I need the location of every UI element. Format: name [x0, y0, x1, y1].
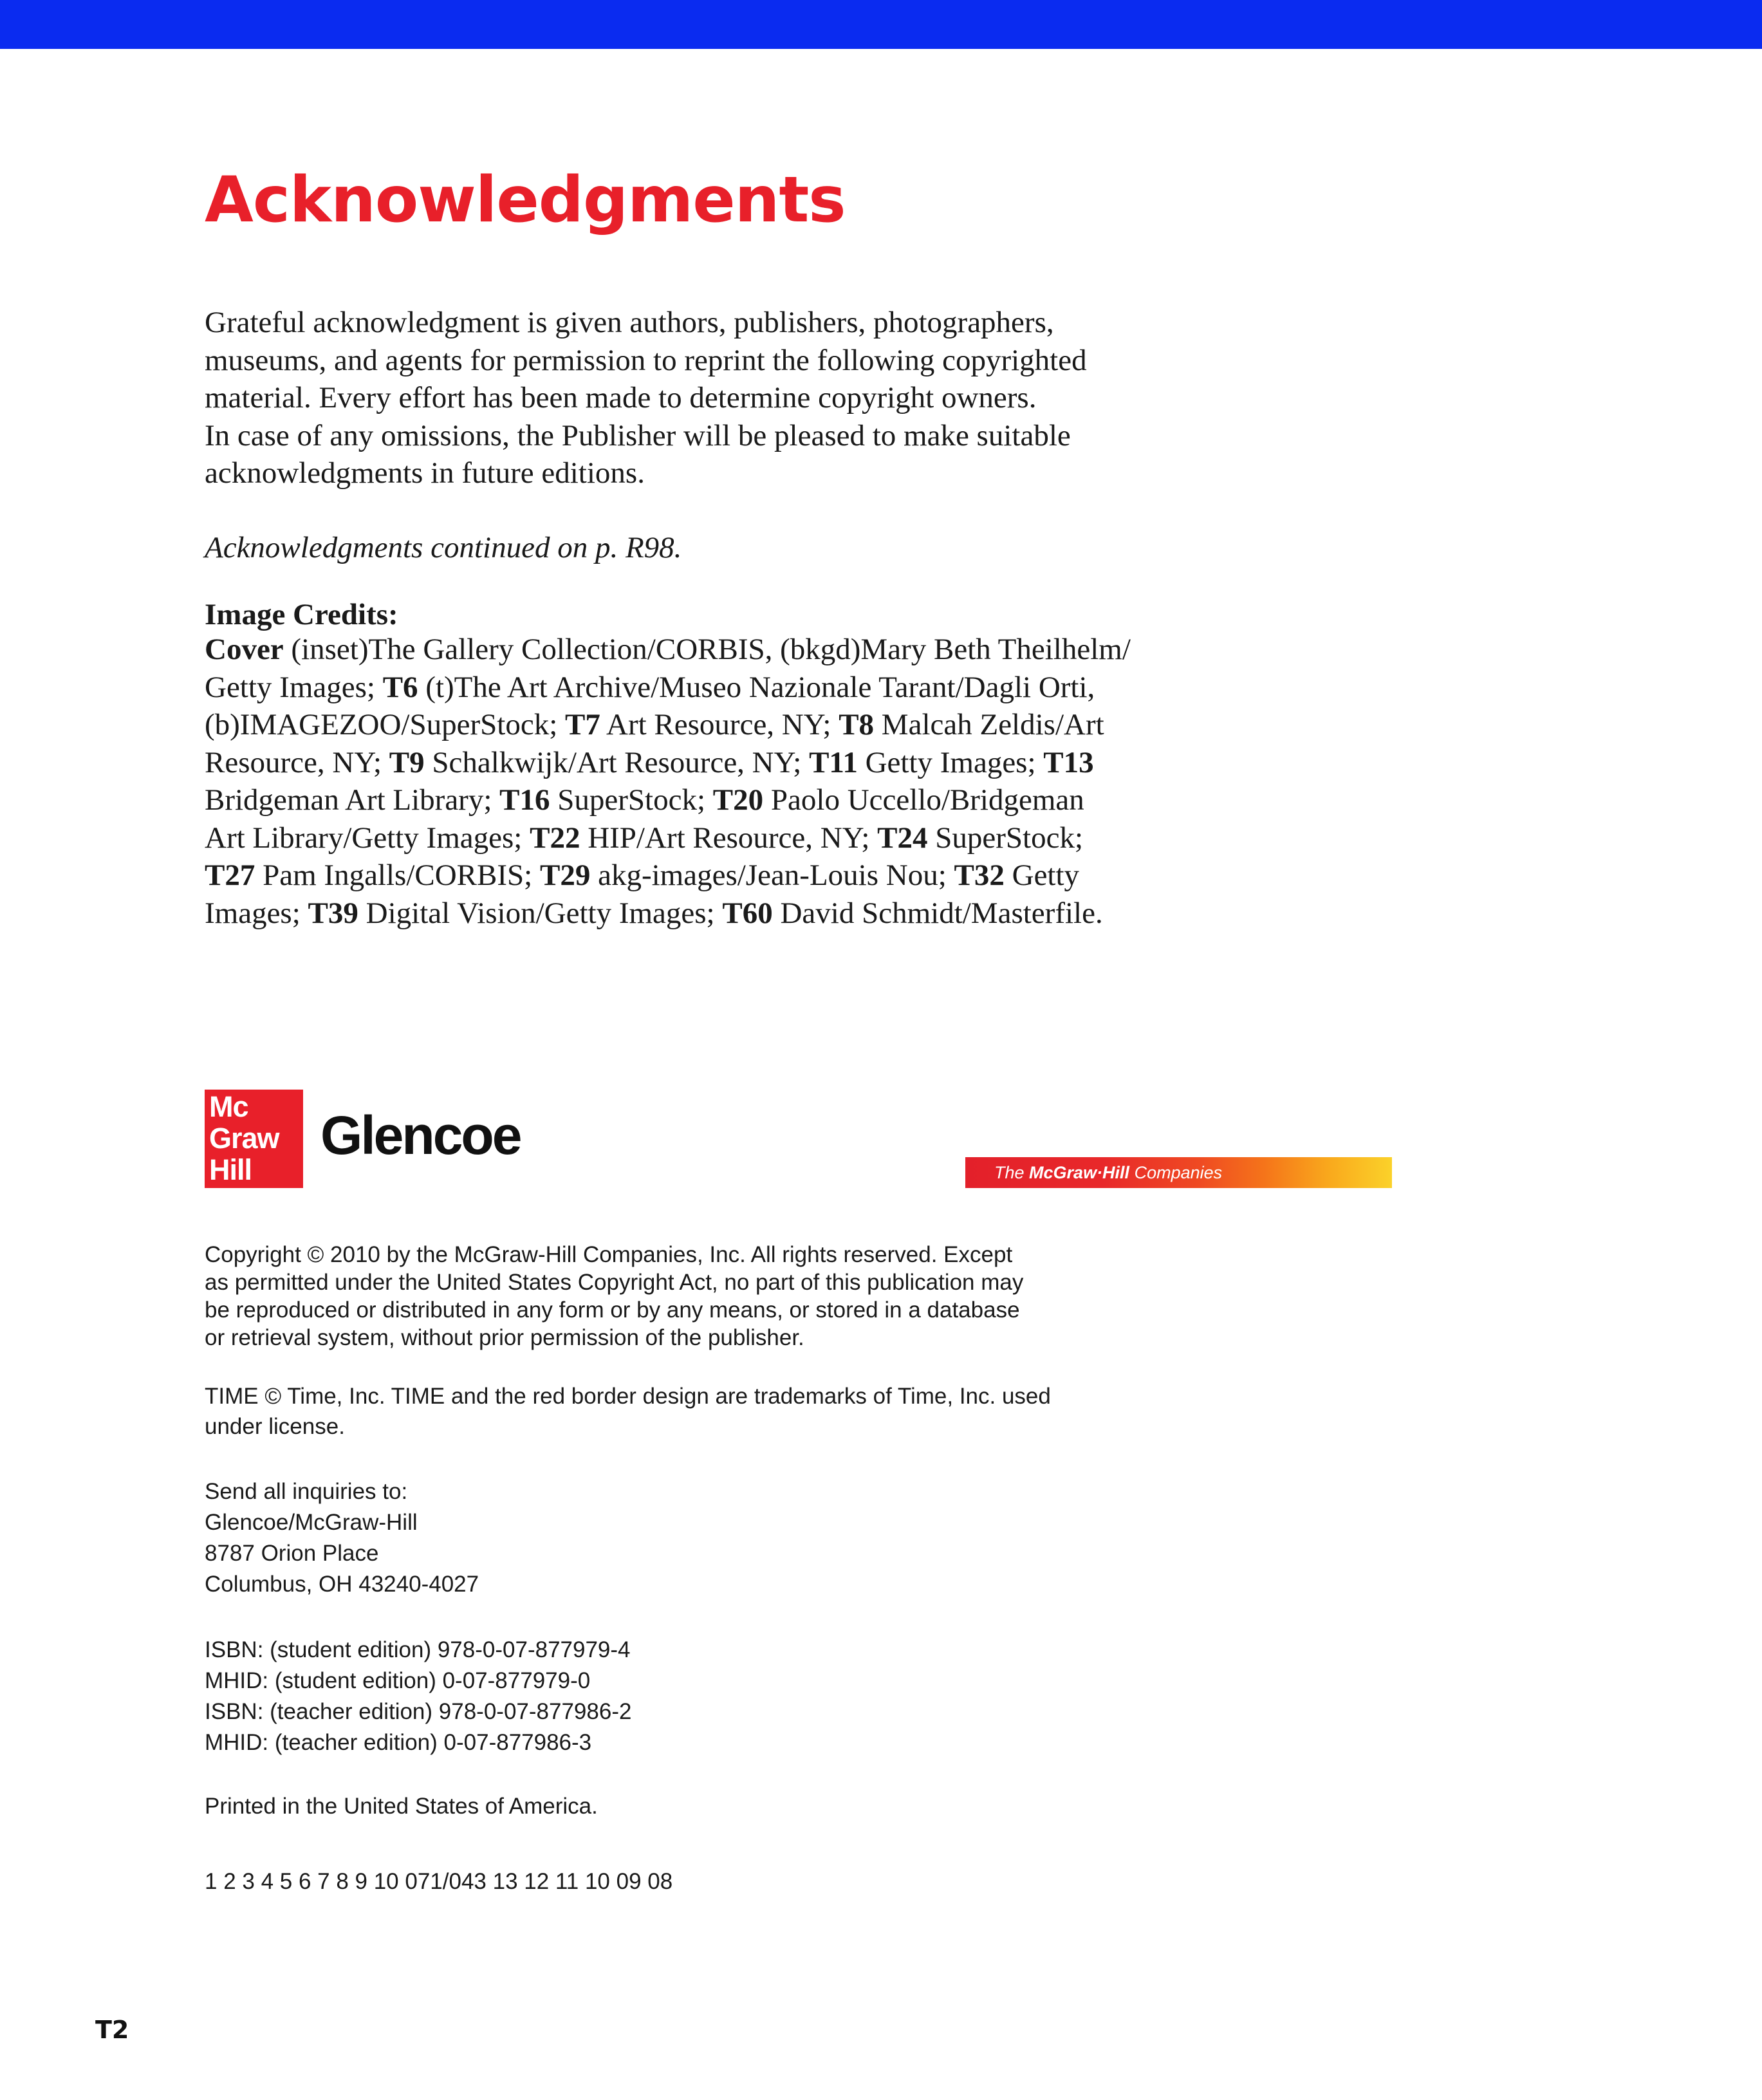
credit-source: akg-images/Jean-Louis Nou; — [590, 859, 954, 892]
credit-ref: T7 — [565, 708, 600, 741]
credit-ref: T24 — [877, 821, 928, 855]
image-credits-heading: Image Credits: — [205, 598, 398, 631]
credit-source: (inset)The Gallery Collection/CORBIS, (bkgd)Mary Beth Theilhelm/ Getty Images; — [205, 633, 1131, 704]
credit-source: Pam Ingalls/CORBIS; — [255, 859, 540, 892]
credit-ref: T16 — [499, 783, 550, 817]
credit-source: Getty Images; — [857, 745, 1044, 779]
credit-source: HIP/Art Resource, NY; — [580, 821, 878, 855]
logo-line-hill: Hill — [209, 1153, 252, 1186]
continued-note: Acknowledgments continued on p. R98. — [205, 531, 682, 564]
inquiries-address: Send all inquiries to: Glencoe/McGraw-Hill 8787 Orion Place Columbus, OH 43240-4027 — [205, 1479, 479, 1597]
printed-in: Printed in the United States of America. — [205, 1794, 598, 1819]
credit-source: Getty Images; — [205, 859, 1080, 930]
print-line: 1 2 3 4 5 6 7 8 9 10 071/043 13 12 11 10 09 08 — [205, 1869, 673, 1894]
credit-source: SuperStock; — [550, 783, 713, 817]
top-color-bar — [0, 0, 1762, 49]
credit-source: Digital Vision/Getty Images; — [358, 896, 723, 930]
credit-source: Schalkwijk/Art Resource, NY; — [424, 745, 810, 779]
credit-ref: T39 — [308, 896, 358, 930]
credit-ref: Cover — [205, 633, 284, 666]
credit-ref: T32 — [954, 859, 1005, 892]
intro-paragraph: Grateful acknowledgment is given authors, publishers, photographers, museums, and agents for permission to reprint the following copyrighted material. Every effort has been made to determine copyright owners. In case of any omissions, the Publisher will be pleased to make suitable acknowledgments in future editions. — [205, 306, 1087, 490]
strip-name: McGraw·Hill — [1029, 1163, 1130, 1182]
page-title: Acknowledgments — [205, 163, 846, 237]
logo-line-graw: Graw — [209, 1122, 279, 1155]
credit-source: Bridgeman Art Library; — [205, 783, 492, 817]
credit-source: (t)The Art Archive/Museo Nazionale Tarant/Dagli Orti, (b)IMAGEZOO/SuperStock; — [205, 670, 1095, 741]
strip-suffix: Companies — [1129, 1163, 1223, 1182]
credit-ref: T60 — [722, 896, 773, 930]
credit-source: Malcah Zeldis/Art Resource, NY; — [205, 708, 1104, 779]
image-credits-list — [205, 631, 1273, 932]
strip-text — [994, 1163, 1222, 1182]
mcgraw-hill-logo — [205, 1090, 303, 1188]
credit-ref: T9 — [389, 745, 425, 779]
time-notice: TIME © Time, Inc. TIME and the red border design are trademarks of Time, Inc. used under license. — [205, 1384, 1051, 1439]
credit-ref: T29 — [539, 859, 591, 892]
credit-ref: T13 — [1043, 745, 1094, 779]
credit-ref: T20 — [712, 783, 764, 817]
credit-ref: T8 — [839, 708, 875, 741]
isbn-list: ISBN: (student edition) 978-0-07-877979-4 MHID: (student edition) 0-07-877979-0 ISBN: (teacher edition) 978-0-07-877986-2 MHID: (teacher edition) 0-07-877986-3 — [205, 1637, 632, 1755]
glencoe-brand: Glencoe — [320, 1105, 521, 1166]
logo-line-mc: Mc — [209, 1090, 248, 1123]
credit-source: Paolo Uccello/Bridgeman Art Library/Getty Images; — [205, 783, 1084, 855]
copyright-notice: Copyright © 2010 by the McGraw-Hill Companies, Inc. All rights reserved. Except as permitted under the United States Copyright Act, no part of this publication may be reproduced or distributed in any form or by any means, or stored in a database or retrieval system, without prior permission of the publisher. — [205, 1242, 1024, 1350]
credit-ref: T6 — [382, 670, 418, 704]
credit-source: SuperStock; — [935, 821, 1084, 855]
credit-source: David Schmidt/Masterfile. — [772, 896, 1103, 930]
strip-the: The — [994, 1163, 1030, 1182]
credit-ref: T27 — [205, 859, 255, 892]
credit-source: Art Resource, NY; — [600, 708, 839, 741]
credit-ref: T22 — [530, 821, 580, 855]
page-number: T2 — [95, 2016, 129, 2044]
mcgraw-hill-companies-strip — [965, 1157, 1392, 1188]
credit-ref: T11 — [809, 745, 858, 779]
